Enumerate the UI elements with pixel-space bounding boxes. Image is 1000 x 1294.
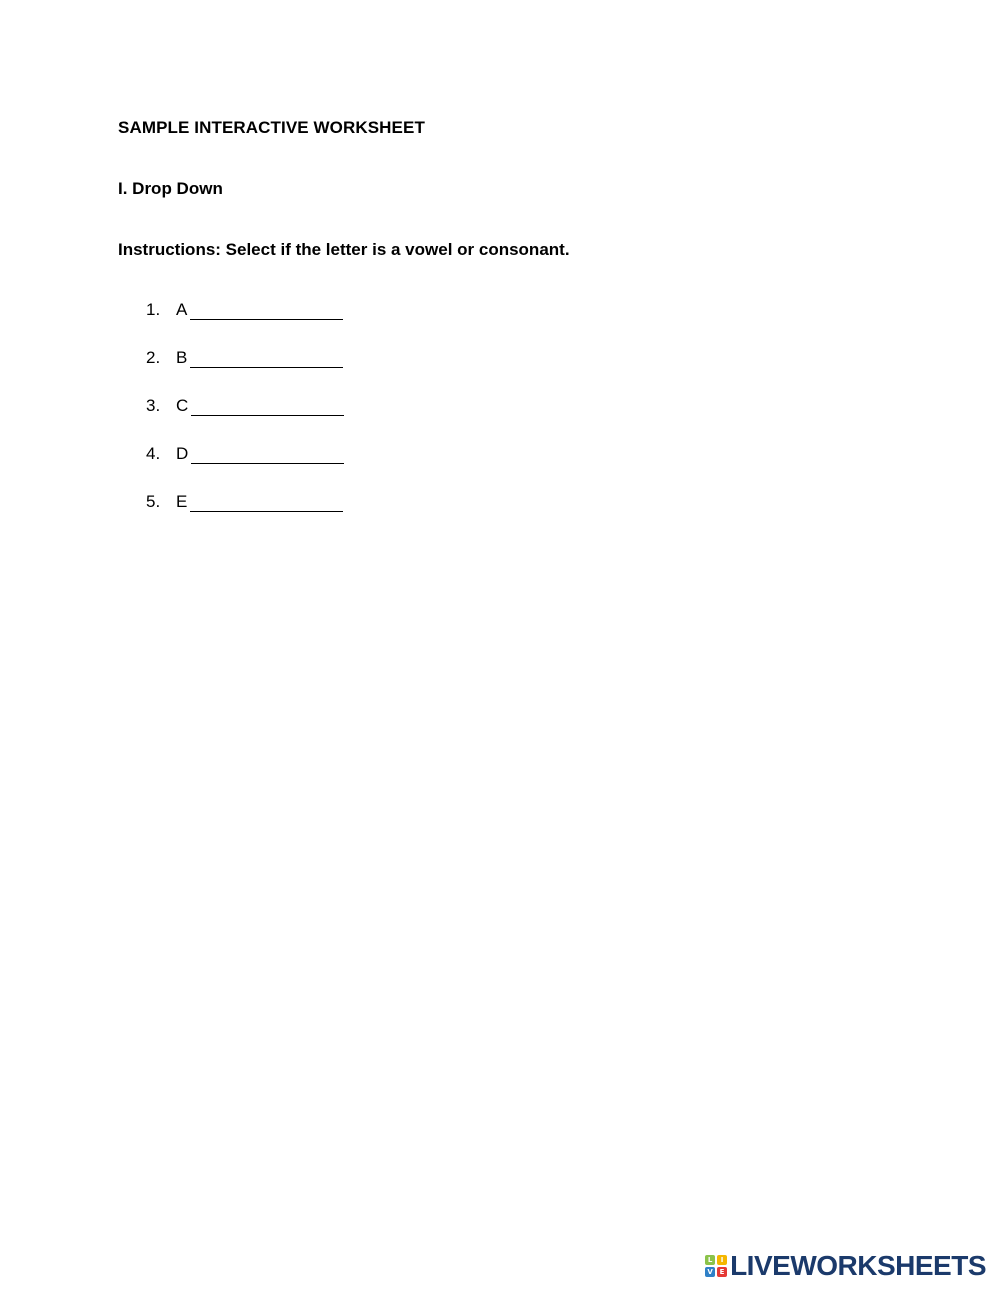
question-letter: D — [176, 444, 189, 463]
logo-block: E — [717, 1267, 727, 1277]
question-letter: C — [176, 396, 189, 415]
logo-blocks-icon — [705, 1255, 727, 1277]
question-number: 2. — [146, 348, 161, 367]
question-letter: B — [176, 348, 188, 367]
instructions-text: Instructions: Select if the letter is a vowel or consonant. — [118, 240, 570, 259]
question-item — [146, 348, 344, 396]
answer-dropdown[interactable] — [191, 396, 344, 416]
liveworksheets-logo — [705, 1250, 986, 1282]
question-item — [146, 444, 344, 492]
logo-block: L — [705, 1255, 715, 1265]
question-list — [146, 300, 344, 540]
question-number: 4. — [146, 444, 161, 463]
question-number: 3. — [146, 396, 161, 415]
answer-dropdown[interactable] — [191, 444, 344, 464]
question-letter: E — [176, 492, 188, 511]
answer-dropdown[interactable] — [190, 348, 343, 368]
question-item — [146, 396, 344, 444]
question-number: 1. — [146, 300, 161, 319]
question-number: 5. — [146, 492, 161, 511]
answer-dropdown[interactable] — [190, 492, 343, 512]
section-heading: I. Drop Down — [118, 179, 223, 198]
answer-dropdown[interactable] — [190, 300, 343, 320]
question-item — [146, 300, 344, 348]
logo-text: LIVEWORKSHEETS — [730, 1250, 986, 1281]
worksheet-title: SAMPLE INTERACTIVE WORKSHEET — [118, 118, 425, 137]
logo-block: V — [705, 1267, 715, 1277]
logo-block: I — [717, 1255, 727, 1265]
question-letter: A — [176, 300, 188, 319]
question-item — [146, 492, 344, 540]
